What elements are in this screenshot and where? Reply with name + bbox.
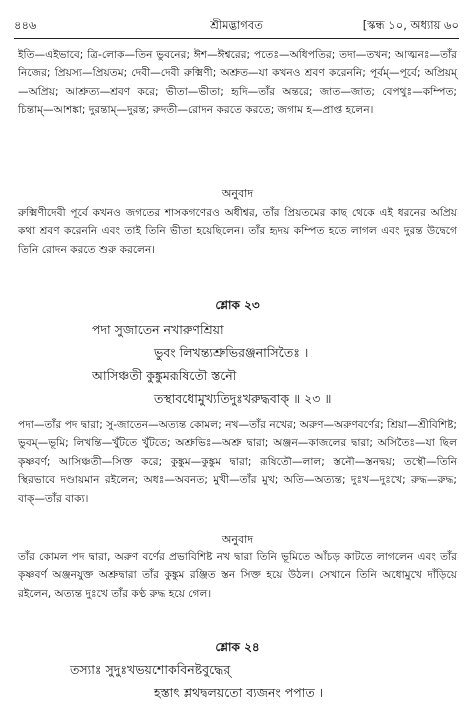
verse-1-line-3: আসিঞ্চতী কুঙ্কুমরূষিতৌ স্তনৌ: [92, 368, 237, 383]
book-title: শ্রীমদ্ভাগবত: [210, 18, 263, 32]
header-rule: [14, 38, 459, 39]
verse-2-line-2: হস্তাৎ শ্লথদ্বলয়তো ব্যজনং পপাত ।: [154, 685, 324, 700]
page-header: [14, 16, 459, 34]
chapter-reference: [স্কন্ধ ১০, অধ্যায় ৬০: [362, 18, 459, 32]
verse-1-line-4: তস্থাবধোমুখ্যতিদুঃখরুদ্ধবাক্ ॥ ২৩ ॥: [154, 391, 332, 406]
synonyms-block-2: পদা—তাঁর পদ দ্বারা; সু-জাতেন—অত্যন্ত কোমল; নখ—তাঁর নখের; অরুণ—অরুণবর্ণের; শ্রিয়া—শ্রীবিশিষ্ট; ভুবম্—ভূমি; লিখন্তি—খুঁটতে খুঁটতে; অশ্রুভিঃ—অশ্রু দ্বারা; অঞ্জন—কাজলের দ্বারা; অসিতৈঃ—যা ছিল কৃষ্ণবর্ণ; আসিঞ্চতী—সিক্ত করে; কুঙ্কুম—কুঙ্কুম দ্বারা; রূষিতৌ—লাল; স্তনৌ—স্তনদ্বয়; তস্থৌ—তিনি স্থিরভাবে দণ্ডায়মান রইলেন; অধঃ—অবনত; মুখী—তাঁর মুখ; অতি—অত্যন্ত; দুঃখ—দুঃখে; রুদ্ধ—রুদ্ধ; বাক্—তাঁর বাক্য।: [18, 419, 457, 505]
verse-1-line-1: পদা সুজাতেন নখারুণশ্রিয়া: [92, 322, 224, 337]
verse-heading-1: শ্লোক ২৩: [215, 298, 260, 312]
translation-text-2: তাঁর কোমল পদ দ্বারা, অরুণ বর্ণের প্রভাবিশিষ্ট নখ দ্বারা তিনি ভূমিতে আঁচড় কাটতে লাগলেন এবং তাঁর কৃষ্ণবর্ণ অঞ্জনযুক্ত অশ্রুদ্বারা তাঁর কুঙ্কুম রঞ্জিত স্তন সিক্ত হয়ে উঠল। সেখানে তিনি অধোমুখে দাঁড়িয়ে রইলেন, অত্যন্ত দুঃখে তাঁর কণ্ঠ রুদ্ধ হয়ে গেল।: [18, 551, 457, 600]
translation-text-1: রুক্মিণীদেবী পূর্বে কখনও জগতের শাসকগণেরও অধীশ্বর, তাঁর প্রিয়তমের কাছ থেকে এই ধরনের অপ্রিয় কথা শ্রবণ করেননি এবং তাই তিনি ভীতা হয়েছিলেন। তাঁর হৃদয় কম্পিত হতে লাগল এবং দুরন্ত উদ্বেগে তিনি রোদন করতে শুরু করলেন।: [18, 207, 457, 256]
page-number: ৪৪৬: [14, 18, 37, 32]
translation-section-1: [18, 186, 457, 202]
verse-1-line-2: ভুবং লিখন্ত্যশ্রুভিরঞ্জনাসিতৈঃ ।: [154, 345, 309, 360]
translation-heading-2: অনুবাদ: [221, 533, 254, 546]
synonyms-block-1: ইতি—এইভাবে; ত্রি-লোক—তিন ভুবনের; ঈশ—ঈশ্বরের; পতেঃ—অধিপতির; তদা—তখন; আত্মনঃ—তাঁর নিজের; প্রিয়স্য—প্রিয়তম; দেবী—দেবী রুক্মিণী; অশ্রুত—যা কখনও শ্রবণ করেননি; পূর্বম্—পূর্বে; অপ্রিয়ম্—অপ্রিয়; আশ্রুত্য—শ্রবণ করে; ভীতা—ভীতা; হৃদি—তাঁর অন্তরে; জাত—জাত; বেপথুঃ—কম্পিত; চিন্তাম্—আশঙ্কা; দুরন্তাম্—দুরন্ত; রুদতী—রোদন করতে করতে; জগাম হ—প্রাপ্ত হলেন।: [18, 49, 457, 117]
verse-2-line-1: তস্যাঃ সুদুঃখভয়শোকবিনষ্টবুদ্ধের্: [70, 662, 231, 677]
verse-heading-section-1: [18, 296, 457, 314]
translation-heading-1: অনুবাদ: [221, 187, 254, 200]
translation-section-2: [18, 532, 457, 548]
verse-heading-section-2: [18, 638, 457, 656]
verse-heading-2: শ্লোক ২৪: [215, 640, 260, 654]
